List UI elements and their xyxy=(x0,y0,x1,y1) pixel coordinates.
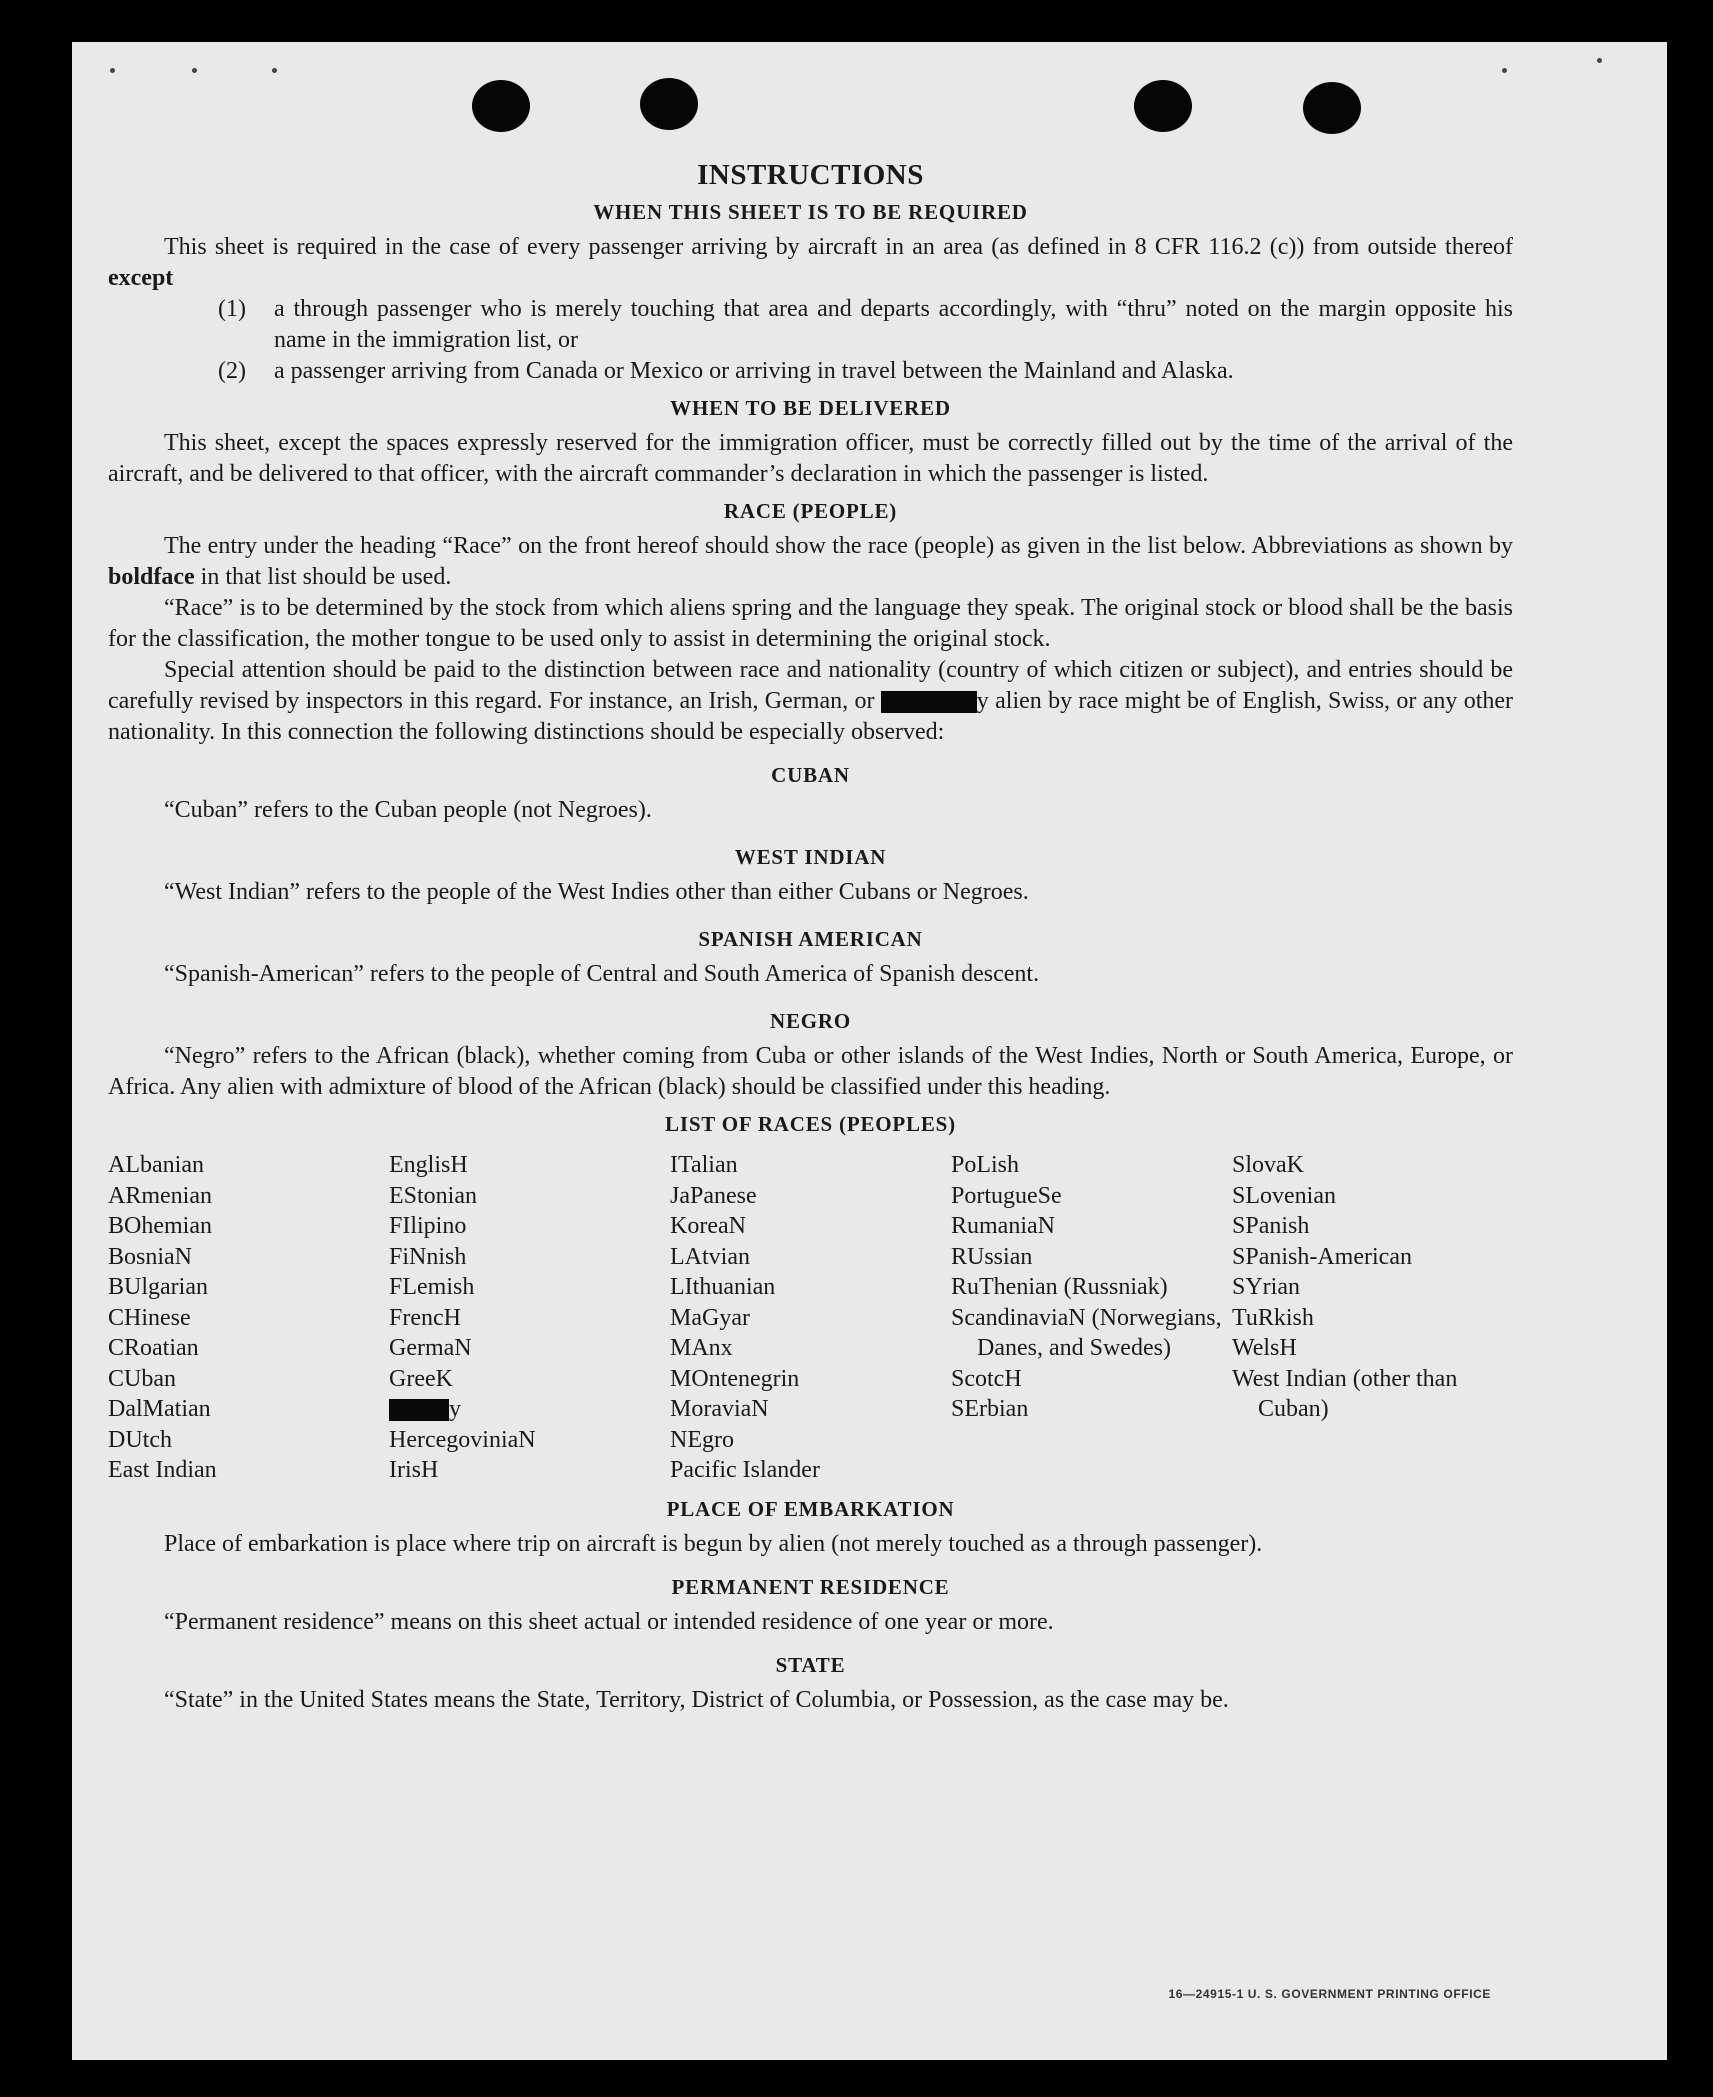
race-item: HercegoviniaN xyxy=(389,1426,536,1453)
heading-place-of-embarkation: PLACE OF EMBARKATION xyxy=(666,1496,955,1521)
race-item: RumaniaN xyxy=(951,1213,1055,1239)
heading-spanish-american: SPANISH AMERICAN xyxy=(698,927,923,951)
race-item: RUssian xyxy=(951,1243,1033,1270)
race-item: NEgro xyxy=(670,1426,734,1453)
race-item: MAnx xyxy=(670,1335,733,1361)
race-item: West Indian (other than Cuban) xyxy=(1232,1365,1458,1422)
races-list xyxy=(108,1150,1513,1486)
paragraph: “Cuban” refers to the Cuban people (not Negroes). xyxy=(164,797,652,823)
race-item: East Indian xyxy=(108,1457,217,1483)
paragraph: “Permanent residence” means on this sheet actual or intended residence of one year or more. xyxy=(164,1608,1054,1635)
instructions-body xyxy=(108,160,1513,1716)
race-item: DalMatian xyxy=(108,1396,211,1422)
paragraph: “West Indian” refers to the people of the West Indies other than either Cubans or Negroes. xyxy=(164,879,1029,905)
heading-negro: NEGRO xyxy=(769,1009,851,1033)
race-item: Pacific Islander xyxy=(670,1457,820,1483)
race-item: MOntenegrin xyxy=(670,1365,800,1392)
race-item: SLovenian xyxy=(1232,1182,1336,1209)
punch-hole xyxy=(1303,82,1361,134)
races-column-2 xyxy=(389,1150,670,1486)
race-item: CHinese xyxy=(108,1304,191,1331)
page-title: INSTRUCTIONS xyxy=(697,159,924,191)
race-item: ScandinaviaN (Norwegians, Danes, and Swedes) xyxy=(951,1304,1222,1361)
paragraph: Special attention should be paid to the distinction between race and nationality (country of which citizen or subject), and entries should be carefully revised by inspectors in this regard. For instance, an Irish, German, or y alien by race might be of English, Swiss, or any other nationality. In this connection the following distinctions should be especially observed: xyxy=(108,657,1514,745)
heading-when-delivered: WHEN TO BE DELIVERED xyxy=(670,396,951,420)
race-item: SErbian xyxy=(951,1396,1029,1422)
race-item: CRoatian xyxy=(108,1335,199,1361)
heading-west-indian: WEST INDIAN xyxy=(734,845,887,869)
race-item: BOhemian xyxy=(108,1213,212,1239)
race-item: FIlipino xyxy=(389,1213,467,1239)
race-item: LAtvian xyxy=(670,1243,750,1270)
race-item: FiNnish xyxy=(389,1243,467,1270)
speck xyxy=(1502,68,1507,73)
race-item: IrisH xyxy=(389,1457,439,1483)
document-page xyxy=(72,42,1667,2060)
race-item: BUlgarian xyxy=(108,1274,208,1300)
heading-when-required: WHEN THIS SHEET IS TO BE REQUIRED xyxy=(593,200,1028,224)
race-item: CUban xyxy=(108,1365,176,1392)
race-item: RuThenian (Russniak) xyxy=(951,1274,1168,1300)
race-item: ScotcH xyxy=(951,1365,1022,1392)
race-item: PortugueSe xyxy=(951,1182,1062,1209)
races-column-5 xyxy=(1232,1150,1513,1486)
race-item: ITalian xyxy=(670,1152,738,1178)
race-item: PoLish xyxy=(951,1152,1020,1178)
race-item: FrencH xyxy=(389,1304,461,1331)
printer-imprint: 16—24915-1 U. S. GOVERNMENT PRINTING OFFICE xyxy=(1168,1987,1491,2001)
heading-state: STATE xyxy=(775,1652,846,1677)
list-item: (2) a passenger arriving from Canada or Mexico or arriving in travel between the Mainland and Alaska. xyxy=(218,358,1234,384)
race-item: EnglisH xyxy=(389,1152,468,1178)
speck xyxy=(1597,58,1602,63)
punch-hole xyxy=(1134,80,1192,132)
speck xyxy=(110,68,115,73)
race-item: ALbanian xyxy=(108,1152,204,1178)
paragraph: This sheet, except the spaces expressly reserved for the immigration officer, must be correctly filled out by the time of the arrival of the aircraft, and be delivered to that officer, with the aircraft commander’s declaration in which the passenger is listed. xyxy=(108,430,1513,487)
race-item: LIthuanian xyxy=(670,1274,776,1300)
race-item: ARmenian xyxy=(108,1182,212,1209)
heading-permanent-residence: PERMANENT RESIDENCE xyxy=(671,1574,950,1599)
heading-list-of-races: LIST OF RACES (PEOPLES) xyxy=(665,1112,956,1136)
race-item: MoraviaN xyxy=(670,1396,769,1422)
race-item: JaPanese xyxy=(670,1182,757,1209)
list-item: (1) a through passenger who is merely touching that area and departs accordingly, with “thru” noted on the margin opposite his name in the immigration list, or xyxy=(218,296,1513,353)
heading-cuban: CUBAN xyxy=(771,763,850,787)
race-item: GreeK xyxy=(389,1365,453,1392)
paragraph: Place of embarkation is place where trip on aircraft is begun by alien (not merely touched as a through passenger). xyxy=(164,1530,1263,1557)
speck xyxy=(192,68,197,73)
race-item: SYrian xyxy=(1232,1274,1300,1300)
paragraph: “Negro” refers to the African (black), whether coming from Cuba or other islands of the West Indies, North or South America, Europe, or Africa. Any alien with admixture of blood of the African (black) should be classified under this heading. xyxy=(108,1043,1513,1100)
race-item: GermaN xyxy=(389,1335,472,1361)
races-column-3 xyxy=(670,1150,951,1486)
race-item: SlovaK xyxy=(1232,1152,1304,1178)
redaction-block xyxy=(881,691,977,713)
heading-race: RACE (PEOPLE) xyxy=(723,499,898,523)
speck xyxy=(272,68,277,73)
race-item: TuRkish xyxy=(1232,1304,1314,1331)
race-item: DUtch xyxy=(108,1426,172,1453)
race-item: BosniaN xyxy=(108,1243,192,1270)
races-column-1 xyxy=(108,1150,389,1486)
race-item: SPanish xyxy=(1232,1213,1310,1239)
races-column-4 xyxy=(951,1150,1232,1486)
race-item: MaGyar xyxy=(670,1304,750,1331)
paragraph: “State” in the United States means the State, Territory, District of Columbia, or Possession, as the case may be. xyxy=(164,1686,1229,1713)
punch-hole xyxy=(472,80,530,132)
punch-hole xyxy=(640,78,698,130)
paragraph: This sheet is required in the case of every passenger arriving by aircraft in an area (as defined in 8 CFR 116.2 (c)) from outside thereof except xyxy=(108,234,1513,291)
race-item: KoreaN xyxy=(670,1213,746,1239)
race-item-redacted: y xyxy=(389,1394,670,1425)
race-item: SPanish-American xyxy=(1232,1243,1412,1270)
race-item: WelsH xyxy=(1232,1335,1297,1361)
paragraph: The entry under the heading “Race” on the front hereof should show the race (people) as given in the list below. Abbreviations as shown by boldface in that list should be used. xyxy=(108,533,1513,590)
redaction-block xyxy=(389,1399,449,1421)
race-item: EStonian xyxy=(389,1182,477,1209)
race-item: FLemish xyxy=(389,1274,475,1300)
paragraph: “Spanish-American” refers to the people of Central and South America of Spanish descent. xyxy=(164,961,1040,987)
paragraph: “Race” is to be determined by the stock from which aliens spring and the language they speak. The original stock or blood shall be the basis for the classification, the mother tongue to be used only to assist in determining the original stock. xyxy=(108,595,1513,652)
